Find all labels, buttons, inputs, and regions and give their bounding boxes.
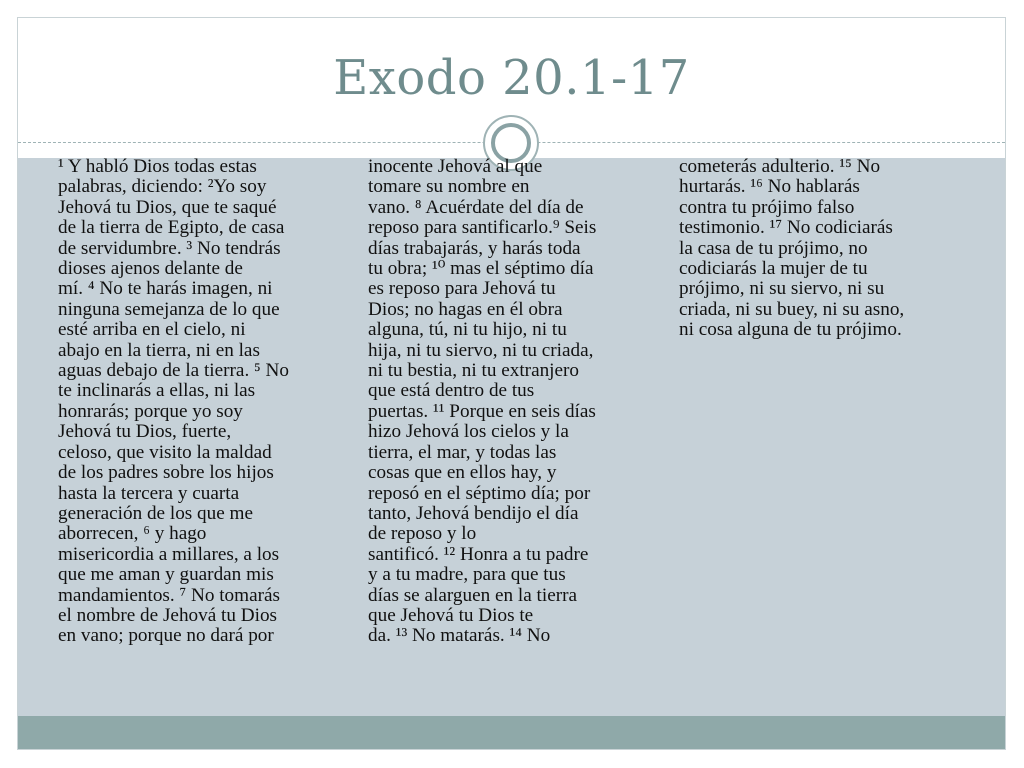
text-column-1: ¹ Y habló Dios todas estas palabras, diciendo: ²Yo soy Jehová tu Dios, que te saqué de la tierra de Egipto, de casa de servidumbre. ³ No tendrás dioses ajenos delante de mí. ⁴ No te harás imagen, ni ninguna semejanza de lo que esté arriba en el cielo, ni abajo en la tierra, ni en las aguas debajo de la tierra. ⁵ No te inclinarás a ellas, ni las honrarás; porque yo soy Jehová tu Dios, fuerte, celoso, que visito la maldad de los padres sobre los hijos hasta la tercera y cuarta generación de los que me aborrecen, ⁶ y hago misericordia a millares, a los que me aman y guardan mis mandamientos. ⁷ No tomarás el nombre de Jehová tu Dios en vano; porque no dará por	[58, 156, 289, 647]
slide-title: Exodo 20.1-17	[333, 50, 690, 106]
text-column-3: cometerás adulterio. ¹⁵ No hurtarás. ¹⁶ No hablarás contra tu prójimo falso testimonio. ¹⁷ No codiciarás la casa de tu prójimo, no codiciarás la mujer de tu prójimo, ni su siervo, ni su criada, ni su buey, ni su asno, ni cosa alguna de tu prójimo.	[679, 156, 905, 341]
text-column-2: inocente Jehová al que tomare su nombre en vano. ⁸ Acuérdate del día de reposo para santificarlo.⁹ Seis días trabajarás, y harás toda tu obra; ¹⁰ mas el séptimo día es reposo para Jehová tu Dios; no hagas en él obra alguna, tú, ni tu hijo, ni tu hija, ni tu siervo, ni tu criada, ni tu bestia, ni tu extranjero que está dentro de tus puertas. ¹¹ Porque en seis días hizo Jehová los cielos y la tierra, el mar, y todas las cosas que en ellos hay, y reposó en el séptimo día; por tanto, Jehová bendijo el día de reposo y lo santificó. ¹² Honra a tu padre y a tu madre, para que tus días se alarguen en la tierra que Jehová tu Dios te da. ¹³ No matarás. ¹⁴ No	[368, 156, 597, 647]
footer-bar	[18, 716, 1005, 750]
